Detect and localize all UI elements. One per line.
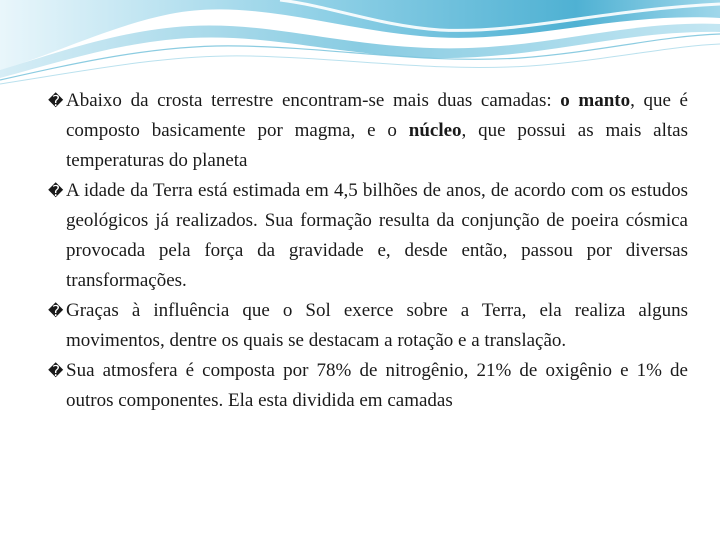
paragraph-4 (48, 356, 688, 416)
bullet-icon: � (48, 182, 64, 200)
paragraph-1-part-3: , que possui as mais altas temperaturas do planeta (66, 120, 689, 171)
body-text (48, 86, 688, 416)
paragraph-1-part-2: , que é composto basicamente por magma, e o (66, 90, 688, 141)
paragraph-1 (48, 86, 688, 176)
paragraph-2 (48, 176, 688, 296)
bullet-icon: � (48, 362, 64, 380)
paragraph-3-text: Graças à influência que o Sol exerce sobre a Terra, ela realiza alguns movimentos, dentre os quais se destacam a rotação e a translação. (66, 300, 688, 351)
paragraph-4-text: Sua atmosfera é composta por 78% de nitrogênio, 21% de oxigênio e 1% de outros componentes. Ela esta dividida em camadas (66, 360, 688, 411)
term-manto: o manto (560, 90, 631, 111)
paragraph-1-part-1: Abaixo da crosta terrestre encontram-se mais duas camadas: (66, 90, 561, 111)
paragraph-2-text: A idade da Terra está estimada em 4,5 bilhões de anos, de acordo com os estudos geológicos já realizados. Sua formação resulta da conjunção de poeira cósmica provocada pela força da gravidade e, desde então, passou por diversas transformações. (66, 180, 688, 291)
paragraph-3 (48, 296, 688, 356)
bullet-icon: � (48, 92, 64, 110)
term-nucleo: núcleo (408, 120, 462, 141)
bullet-icon: � (48, 302, 64, 320)
header-wave-decoration (0, 0, 720, 90)
